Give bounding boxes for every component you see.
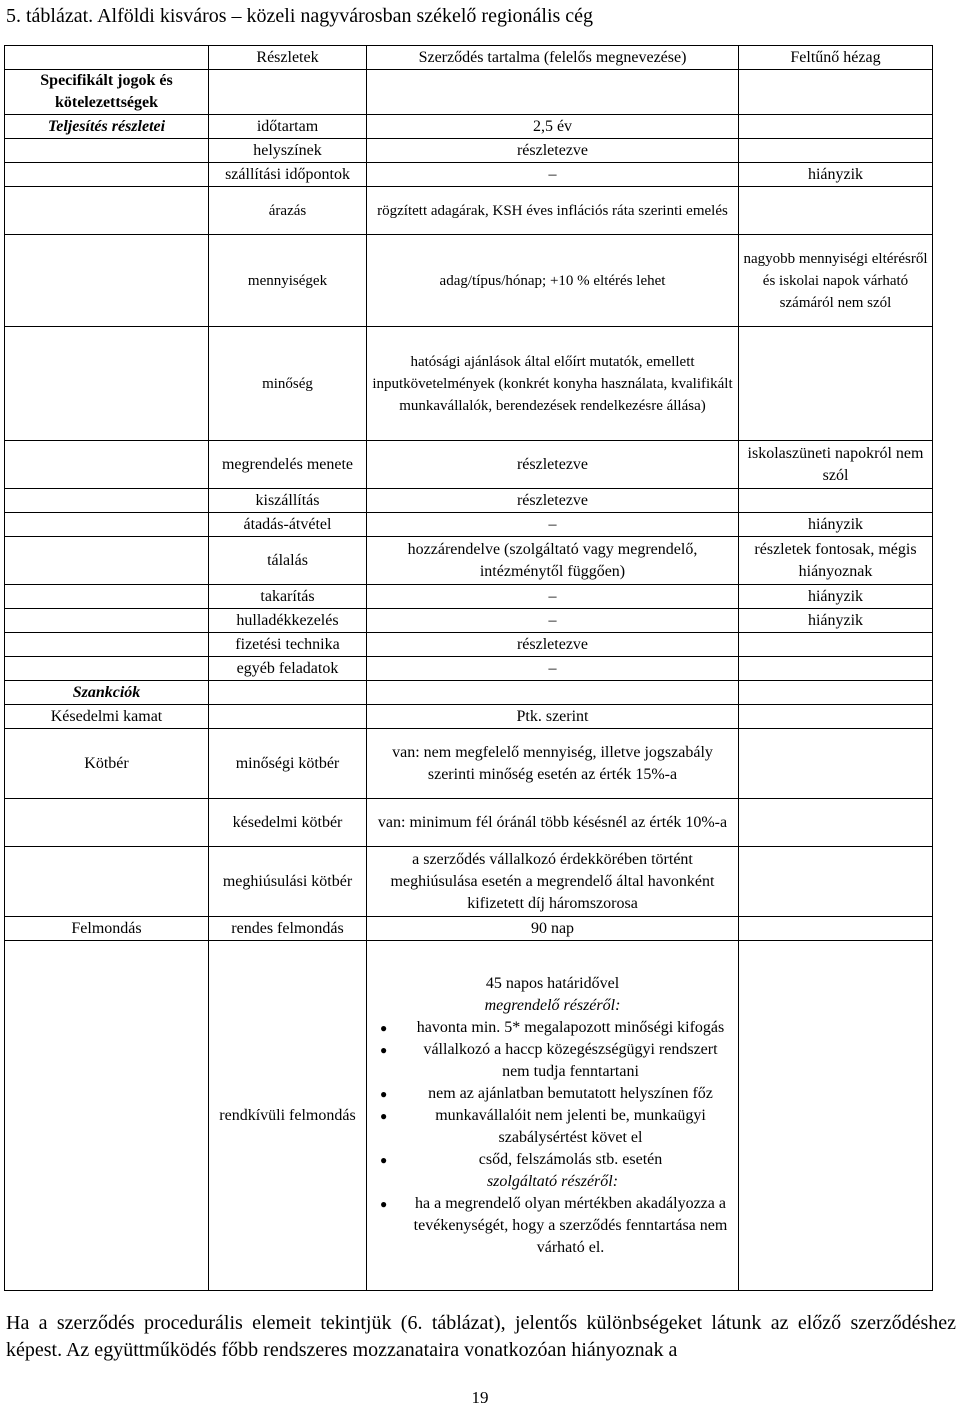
table-row: tálalás hozzárendelve (szolgáltató vagy megrendelő, intézménytől függően) részletek fontosak, mégis hiányoznak [5,537,933,585]
table-row: késedelmi kötbér van: minimum fél óránál több késésnél az érték 10%-a [5,799,933,847]
table-row: kiszállítás részletezve [5,489,933,513]
list-item: ● havonta min. 5* megalapozott minőségi kifogás [370,1017,735,1039]
list-item: ● ha a megrendelő olyan mértékben akadályozza a tevékenységét, hogy a szerződés fenntartása nem várható el. [370,1193,735,1259]
table-row: árazás rögzített adagárak, KSH éves inflációs ráta szerinti emelés [5,187,933,235]
header-gap: Feltűnő hézag [739,46,933,70]
table-row: Felmondás rendes felmondás 90 nap [5,917,933,941]
section-teljesites: Teljesítés részletei [5,115,209,139]
header-content: Szerződés tartalma (felelős megnevezése) [367,46,739,70]
table-row: rendkívüli felmondás 45 napos határidővel megrendelő részéről: ● havonta min. 5* megalapozott minőségi kifogás ● vállalkozó a haccp közegészségügyi rendszert nem tudja fenntartani ● nem az ajánlatban bemutatott helyszínen főz ● munkavállalóit nem jelenti be, munkaügyi szabálysértést követ el ● csőd, felszámolás stb. esetén szolgáltató részéről: ● ha a megrendelő olyan mértékben akadályozza a tevékenységét, hogy a szerződés fenntartása nem várható el. [5,941,933,1291]
list-item: ● csőd, felszámolás stb. esetén [370,1149,735,1171]
table-row: meghiúsulási kötbér a szerződés vállalkozó érdekkörében történt meghiúsulása esetén a megrendelő által havonként kifizetett díj háromszorosa [5,847,933,917]
list-item: ● vállalkozó a haccp közegészségügyi rendszert nem tudja fenntartani [370,1039,735,1083]
section-spec: Specifikált jogok és kötelezettségek [5,70,209,115]
header-details: Részletek [209,46,367,70]
table-row: takarítás – hiányzik [5,585,933,609]
list-item: ● munkavállalóit nem jelenti be, munkaügyi szabálysértést követ el [370,1105,735,1149]
section-szankciok: Szankciók [5,681,209,705]
table-row: mennyiségek adag/típus/hónap; +10 % eltérés lehet nagyobb mennyiségi eltérésről és iskolai napok várható számáról nem szól [5,235,933,327]
table-row [5,70,933,115]
table-row: megrendelés menete részletezve iskolaszüneti napokról nem szól [5,441,933,489]
rendkivuli-content: 45 napos határidővel megrendelő részéről: ● havonta min. 5* megalapozott minőségi kifogás ● vállalkozó a haccp közegészségügyi rendszert nem tudja fenntartani ● nem az ajánlatban bemutatott helyszínen főz ● munkavállalóit nem jelenti be, munkaügyi szabálysértést követ el ● csőd, felszámolás stb. esetén szolgáltató részéről: ● ha a megrendelő olyan mértékben akadályozza a tevékenységét, hogy a szerződés fenntartása nem várható el. [367,941,739,1291]
table-row: szállítási időpontok – hiányzik [5,163,933,187]
table-header [5,46,933,70]
table-row: fizetési technika részletezve [5,633,933,657]
list-item: ● nem az ajánlatban bemutatott helyszínen főz [370,1083,735,1105]
table-row: Kötbér minőségi kötbér van: nem megfelelő mennyiség, illetve jogszabály szerinti minőség esetén az érték 15%-a [5,729,933,799]
table-row: minőség hatósági ajánlások által előírt mutatók, emellett inputkövetelmények (konkrét konyha használata, kvalifikált munkavállalók, berendezések rendelkezésre állása) [5,327,933,441]
contract-table [4,45,933,1291]
table-row: helyszínek részletezve [5,139,933,163]
page-number: 19 [471,1388,489,1407]
table-row: átadás-átvétel – hiányzik [5,513,933,537]
table-row: Teljesítés részletei időtartam 2,5 év [5,115,933,139]
header-empty [5,46,209,70]
table-caption: 5. táblázat. Alföldi kisváros – közeli nagyvárosban székelő regionális cég [6,5,594,27]
table-row [5,681,933,705]
body-paragraph: Ha a szerződés procedurális elemeit tekintjük (6. táblázat), jelentős különbségeket látunk az előző szerződéshez képest. Az együttműködés főbb rendszeres mozzanataira vonatkozóan hiányoznak a [6,1312,956,1361]
table-row: egyéb feladatok – [5,657,933,681]
megrendelo-list [370,1017,735,1171]
table-row: hulladékkezelés – hiányzik [5,609,933,633]
table-row: Késedelmi kamat Ptk. szerint [5,705,933,729]
szolgaltato-list [370,1193,735,1259]
